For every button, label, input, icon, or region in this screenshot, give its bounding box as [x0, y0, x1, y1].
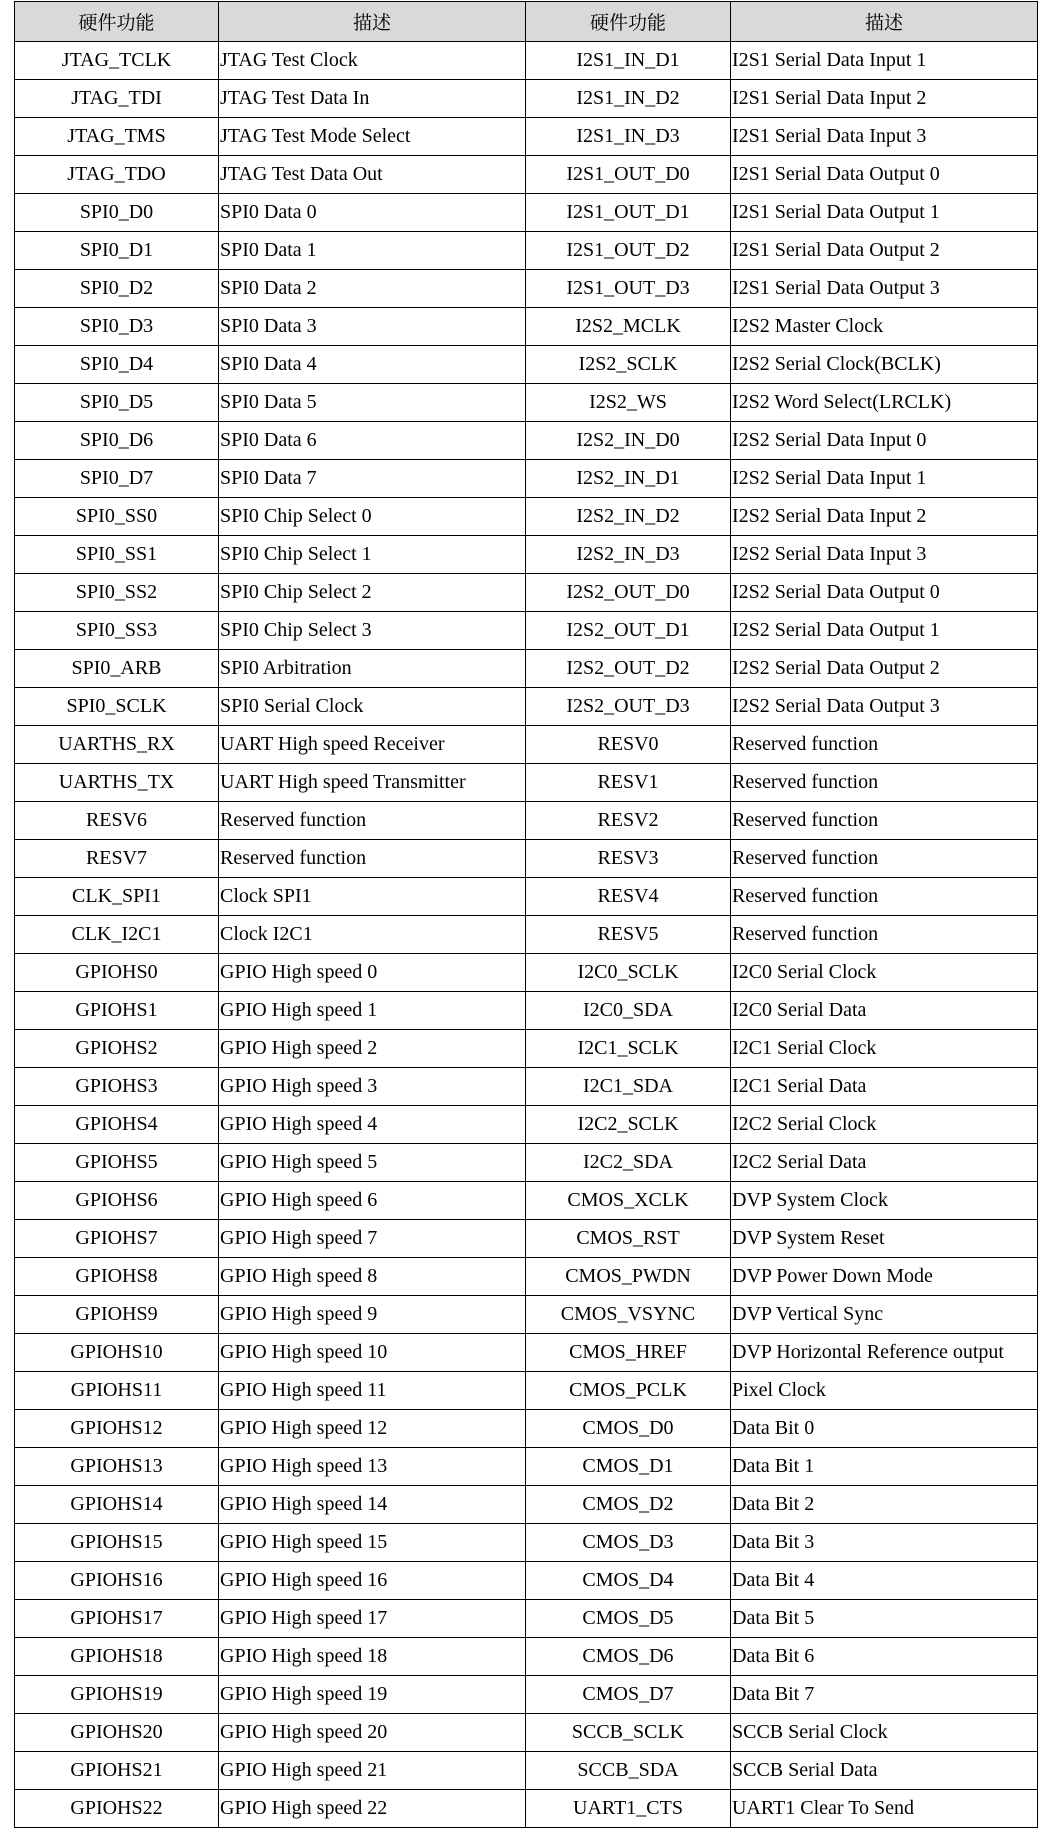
function-cell: SPI0_D7: [15, 460, 219, 498]
function-cell: RESV7: [15, 840, 219, 878]
description-cell: JTAG Test Data In: [219, 80, 526, 118]
table-row: [15, 194, 1038, 232]
function-cell: GPIOHS9: [15, 1296, 219, 1334]
description-cell: I2S2 Serial Data Output 1: [731, 612, 1038, 650]
function-cell: GPIOHS20: [15, 1714, 219, 1752]
header-row: [15, 2, 1038, 42]
function-cell: CMOS_D0: [526, 1410, 731, 1448]
function-cell: CMOS_D2: [526, 1486, 731, 1524]
description-cell: Clock I2C1: [219, 916, 526, 954]
description-cell: I2S2 Serial Data Output 3: [731, 688, 1038, 726]
function-cell: SPI0_D3: [15, 308, 219, 346]
table-row: [15, 1334, 1038, 1372]
function-cell: RESV0: [526, 726, 731, 764]
description-cell: I2C0 Serial Clock: [731, 954, 1038, 992]
description-cell: SPI0 Data 2: [219, 270, 526, 308]
function-cell: RESV5: [526, 916, 731, 954]
table-row: [15, 650, 1038, 688]
description-cell: SPI0 Data 4: [219, 346, 526, 384]
header-description-2: 描述: [731, 2, 1038, 42]
table-row: [15, 346, 1038, 384]
function-cell: SPI0_SCLK: [15, 688, 219, 726]
description-cell: I2S2 Word Select(LRCLK): [731, 384, 1038, 422]
description-cell: GPIO High speed 8: [219, 1258, 526, 1296]
description-cell: SPI0 Serial Clock: [219, 688, 526, 726]
table-row: [15, 1752, 1038, 1790]
description-cell: I2S1 Serial Data Output 0: [731, 156, 1038, 194]
description-cell: Reserved function: [731, 726, 1038, 764]
description-cell: SPI0 Data 5: [219, 384, 526, 422]
description-cell: UART1 Clear To Send: [731, 1790, 1038, 1828]
description-cell: DVP Horizontal Reference output: [731, 1334, 1038, 1372]
description-cell: SPI0 Chip Select 1: [219, 536, 526, 574]
description-cell: Clock SPI1: [219, 878, 526, 916]
function-cell: GPIOHS14: [15, 1486, 219, 1524]
function-cell: CMOS_RST: [526, 1220, 731, 1258]
table-row: [15, 992, 1038, 1030]
function-cell: CMOS_PWDN: [526, 1258, 731, 1296]
description-cell: Reserved function: [731, 802, 1038, 840]
function-cell: CMOS_HREF: [526, 1334, 731, 1372]
function-cell: I2S2_IN_D3: [526, 536, 731, 574]
description-cell: SPI0 Data 7: [219, 460, 526, 498]
description-cell: JTAG Test Clock: [219, 42, 526, 80]
table-row: [15, 42, 1038, 80]
description-cell: I2C2 Serial Data: [731, 1144, 1038, 1182]
description-cell: SPI0 Chip Select 3: [219, 612, 526, 650]
function-cell: UARTHS_TX: [15, 764, 219, 802]
function-cell: CLK_SPI1: [15, 878, 219, 916]
function-cell: RESV4: [526, 878, 731, 916]
description-cell: I2C1 Serial Data: [731, 1068, 1038, 1106]
function-cell: CMOS_D3: [526, 1524, 731, 1562]
header-description-1: 描述: [219, 2, 526, 42]
description-cell: GPIO High speed 12: [219, 1410, 526, 1448]
function-cell: SPI0_D4: [15, 346, 219, 384]
description-cell: GPIO High speed 19: [219, 1676, 526, 1714]
function-cell: SPI0_SS2: [15, 574, 219, 612]
description-cell: GPIO High speed 9: [219, 1296, 526, 1334]
description-cell: Data Bit 7: [731, 1676, 1038, 1714]
description-cell: GPIO High speed 2: [219, 1030, 526, 1068]
description-cell: SCCB Serial Clock: [731, 1714, 1038, 1752]
function-cell: CMOS_D5: [526, 1600, 731, 1638]
description-cell: Data Bit 1: [731, 1448, 1038, 1486]
function-table: [14, 1, 1038, 1828]
function-cell: CMOS_D7: [526, 1676, 731, 1714]
description-cell: I2C2 Serial Clock: [731, 1106, 1038, 1144]
description-cell: GPIO High speed 10: [219, 1334, 526, 1372]
description-cell: SPI0 Chip Select 0: [219, 498, 526, 536]
description-cell: GPIO High speed 22: [219, 1790, 526, 1828]
description-cell: JTAG Test Mode Select: [219, 118, 526, 156]
description-cell: SPI0 Data 3: [219, 308, 526, 346]
function-cell: I2S1_OUT_D1: [526, 194, 731, 232]
description-cell: Data Bit 4: [731, 1562, 1038, 1600]
function-cell: I2C1_SCLK: [526, 1030, 731, 1068]
function-cell: I2S1_IN_D2: [526, 80, 731, 118]
table-row: [15, 156, 1038, 194]
table-row: [15, 498, 1038, 536]
table-row: [15, 1790, 1038, 1828]
function-cell: GPIOHS10: [15, 1334, 219, 1372]
function-cell: GPIOHS7: [15, 1220, 219, 1258]
function-cell: SPI0_D5: [15, 384, 219, 422]
function-cell: I2S1_OUT_D3: [526, 270, 731, 308]
description-cell: SPI0 Arbitration: [219, 650, 526, 688]
description-cell: I2S1 Serial Data Input 3: [731, 118, 1038, 156]
function-cell: RESV2: [526, 802, 731, 840]
function-cell: I2S2_IN_D1: [526, 460, 731, 498]
function-cell: SPI0_D2: [15, 270, 219, 308]
function-cell: SPI0_ARB: [15, 650, 219, 688]
description-cell: UART High speed Receiver: [219, 726, 526, 764]
function-cell: JTAG_TDI: [15, 80, 219, 118]
description-cell: GPIO High speed 15: [219, 1524, 526, 1562]
function-cell: RESV3: [526, 840, 731, 878]
description-cell: GPIO High speed 3: [219, 1068, 526, 1106]
function-cell: I2S2_OUT_D3: [526, 688, 731, 726]
description-cell: I2S2 Serial Data Input 3: [731, 536, 1038, 574]
function-cell: CMOS_D1: [526, 1448, 731, 1486]
description-cell: I2S1 Serial Data Input 1: [731, 42, 1038, 80]
table-row: [15, 840, 1038, 878]
description-cell: GPIO High speed 1: [219, 992, 526, 1030]
function-cell: CMOS_D6: [526, 1638, 731, 1676]
description-cell: Pixel Clock: [731, 1372, 1038, 1410]
table-row: [15, 232, 1038, 270]
table-row: [15, 80, 1038, 118]
function-cell: SPI0_D6: [15, 422, 219, 460]
function-cell: I2S2_IN_D2: [526, 498, 731, 536]
header-function-1: 硬件功能: [15, 2, 219, 42]
description-cell: I2S2 Serial Data Input 1: [731, 460, 1038, 498]
function-cell: I2S2_IN_D0: [526, 422, 731, 460]
table-row: [15, 1030, 1038, 1068]
table-row: [15, 878, 1038, 916]
description-cell: SCCB Serial Data: [731, 1752, 1038, 1790]
function-cell: SPI0_SS0: [15, 498, 219, 536]
function-cell: CLK_I2C1: [15, 916, 219, 954]
table-row: [15, 1220, 1038, 1258]
description-cell: GPIO High speed 17: [219, 1600, 526, 1638]
description-cell: GPIO High speed 16: [219, 1562, 526, 1600]
description-cell: Data Bit 5: [731, 1600, 1038, 1638]
description-cell: SPI0 Chip Select 2: [219, 574, 526, 612]
description-cell: I2S1 Serial Data Output 2: [731, 232, 1038, 270]
table-row: [15, 1144, 1038, 1182]
description-cell: I2S2 Serial Clock(BCLK): [731, 346, 1038, 384]
description-cell: GPIO High speed 14: [219, 1486, 526, 1524]
table-row: [15, 308, 1038, 346]
description-cell: I2C1 Serial Clock: [731, 1030, 1038, 1068]
function-cell: GPIOHS11: [15, 1372, 219, 1410]
function-cell: GPIOHS16: [15, 1562, 219, 1600]
function-cell: I2S1_IN_D3: [526, 118, 731, 156]
description-cell: Reserved function: [219, 840, 526, 878]
function-cell: GPIOHS3: [15, 1068, 219, 1106]
function-cell: I2S2_OUT_D0: [526, 574, 731, 612]
description-cell: GPIO High speed 13: [219, 1448, 526, 1486]
table-body: [15, 42, 1038, 1828]
description-cell: DVP System Clock: [731, 1182, 1038, 1220]
function-cell: GPIOHS17: [15, 1600, 219, 1638]
function-cell: GPIOHS1: [15, 992, 219, 1030]
function-cell: SCCB_SCLK: [526, 1714, 731, 1752]
header-function-2: 硬件功能: [526, 2, 731, 42]
function-cell: GPIOHS6: [15, 1182, 219, 1220]
table-row: [15, 1486, 1038, 1524]
function-cell: RESV6: [15, 802, 219, 840]
function-cell: GPIOHS4: [15, 1106, 219, 1144]
description-cell: GPIO High speed 11: [219, 1372, 526, 1410]
function-cell: GPIOHS22: [15, 1790, 219, 1828]
table-row: [15, 688, 1038, 726]
function-cell: JTAG_TDO: [15, 156, 219, 194]
table-row: [15, 536, 1038, 574]
description-cell: Data Bit 0: [731, 1410, 1038, 1448]
function-cell: SPI0_SS1: [15, 536, 219, 574]
table-row: [15, 270, 1038, 308]
description-cell: Reserved function: [219, 802, 526, 840]
function-cell: I2S2_OUT_D1: [526, 612, 731, 650]
table-row: [15, 1372, 1038, 1410]
function-cell: I2S2_SCLK: [526, 346, 731, 384]
function-cell: CMOS_PCLK: [526, 1372, 731, 1410]
table-row: [15, 1600, 1038, 1638]
function-cell: SPI0_D0: [15, 194, 219, 232]
function-cell: GPIOHS0: [15, 954, 219, 992]
description-cell: DVP Vertical Sync: [731, 1296, 1038, 1334]
table-row: [15, 1562, 1038, 1600]
table-row: [15, 1296, 1038, 1334]
description-cell: GPIO High speed 18: [219, 1638, 526, 1676]
description-cell: I2S2 Master Clock: [731, 308, 1038, 346]
description-cell: GPIO High speed 6: [219, 1182, 526, 1220]
table-row: [15, 726, 1038, 764]
description-cell: Reserved function: [731, 840, 1038, 878]
function-cell: GPIOHS19: [15, 1676, 219, 1714]
function-cell: GPIOHS18: [15, 1638, 219, 1676]
description-cell: I2S2 Serial Data Output 0: [731, 574, 1038, 612]
function-cell: I2C2_SCLK: [526, 1106, 731, 1144]
function-cell: GPIOHS21: [15, 1752, 219, 1790]
function-cell: UART1_CTS: [526, 1790, 731, 1828]
table-row: [15, 916, 1038, 954]
function-cell: GPIOHS12: [15, 1410, 219, 1448]
description-cell: GPIO High speed 0: [219, 954, 526, 992]
table-row: [15, 118, 1038, 156]
table-row: [15, 1714, 1038, 1752]
function-cell: I2S1_IN_D1: [526, 42, 731, 80]
description-cell: GPIO High speed 21: [219, 1752, 526, 1790]
function-cell: I2C1_SDA: [526, 1068, 731, 1106]
table-row: [15, 612, 1038, 650]
function-cell: CMOS_XCLK: [526, 1182, 731, 1220]
function-cell: UARTHS_RX: [15, 726, 219, 764]
function-cell: JTAG_TMS: [15, 118, 219, 156]
table-row: [15, 1448, 1038, 1486]
function-cell: I2S2_WS: [526, 384, 731, 422]
function-cell: I2C2_SDA: [526, 1144, 731, 1182]
description-cell: DVP System Reset: [731, 1220, 1038, 1258]
description-cell: DVP Power Down Mode: [731, 1258, 1038, 1296]
function-cell: CMOS_VSYNC: [526, 1296, 731, 1334]
table-row: [15, 384, 1038, 422]
description-cell: Reserved function: [731, 916, 1038, 954]
table-row: [15, 1676, 1038, 1714]
description-cell: SPI0 Data 0: [219, 194, 526, 232]
description-cell: Reserved function: [731, 878, 1038, 916]
function-cell: I2S2_MCLK: [526, 308, 731, 346]
function-cell: SPI0_D1: [15, 232, 219, 270]
table-row: [15, 1410, 1038, 1448]
function-cell: I2C0_SCLK: [526, 954, 731, 992]
description-cell: JTAG Test Data Out: [219, 156, 526, 194]
description-cell: UART High speed Transmitter: [219, 764, 526, 802]
function-cell: GPIOHS15: [15, 1524, 219, 1562]
table-row: [15, 1524, 1038, 1562]
description-cell: Data Bit 6: [731, 1638, 1038, 1676]
table-row: [15, 1258, 1038, 1296]
table-row: [15, 764, 1038, 802]
table-row: [15, 1638, 1038, 1676]
function-cell: GPIOHS13: [15, 1448, 219, 1486]
table-row: [15, 460, 1038, 498]
description-cell: GPIO High speed 7: [219, 1220, 526, 1258]
table-row: [15, 1106, 1038, 1144]
description-cell: I2S2 Serial Data Input 2: [731, 498, 1038, 536]
description-cell: Data Bit 2: [731, 1486, 1038, 1524]
description-cell: GPIO High speed 5: [219, 1144, 526, 1182]
description-cell: GPIO High speed 4: [219, 1106, 526, 1144]
description-cell: Reserved function: [731, 764, 1038, 802]
function-cell: I2S2_OUT_D2: [526, 650, 731, 688]
function-cell: I2C0_SDA: [526, 992, 731, 1030]
function-cell: JTAG_TCLK: [15, 42, 219, 80]
function-cell: GPIOHS2: [15, 1030, 219, 1068]
table-row: [15, 574, 1038, 612]
function-cell: RESV1: [526, 764, 731, 802]
function-cell: SPI0_SS3: [15, 612, 219, 650]
description-cell: I2S1 Serial Data Output 3: [731, 270, 1038, 308]
description-cell: SPI0 Data 1: [219, 232, 526, 270]
description-cell: I2S2 Serial Data Output 2: [731, 650, 1038, 688]
description-cell: I2S2 Serial Data Input 0: [731, 422, 1038, 460]
function-cell: GPIOHS5: [15, 1144, 219, 1182]
description-cell: I2S1 Serial Data Output 1: [731, 194, 1038, 232]
function-cell: GPIOHS8: [15, 1258, 219, 1296]
table-row: [15, 1068, 1038, 1106]
table-row: [15, 802, 1038, 840]
function-cell: SCCB_SDA: [526, 1752, 731, 1790]
description-cell: I2C0 Serial Data: [731, 992, 1038, 1030]
description-cell: GPIO High speed 20: [219, 1714, 526, 1752]
function-cell: I2S1_OUT_D0: [526, 156, 731, 194]
function-cell: CMOS_D4: [526, 1562, 731, 1600]
description-cell: Data Bit 3: [731, 1524, 1038, 1562]
description-cell: SPI0 Data 6: [219, 422, 526, 460]
description-cell: I2S1 Serial Data Input 2: [731, 80, 1038, 118]
function-cell: I2S1_OUT_D2: [526, 232, 731, 270]
table-row: [15, 422, 1038, 460]
table-row: [15, 1182, 1038, 1220]
table-row: [15, 954, 1038, 992]
